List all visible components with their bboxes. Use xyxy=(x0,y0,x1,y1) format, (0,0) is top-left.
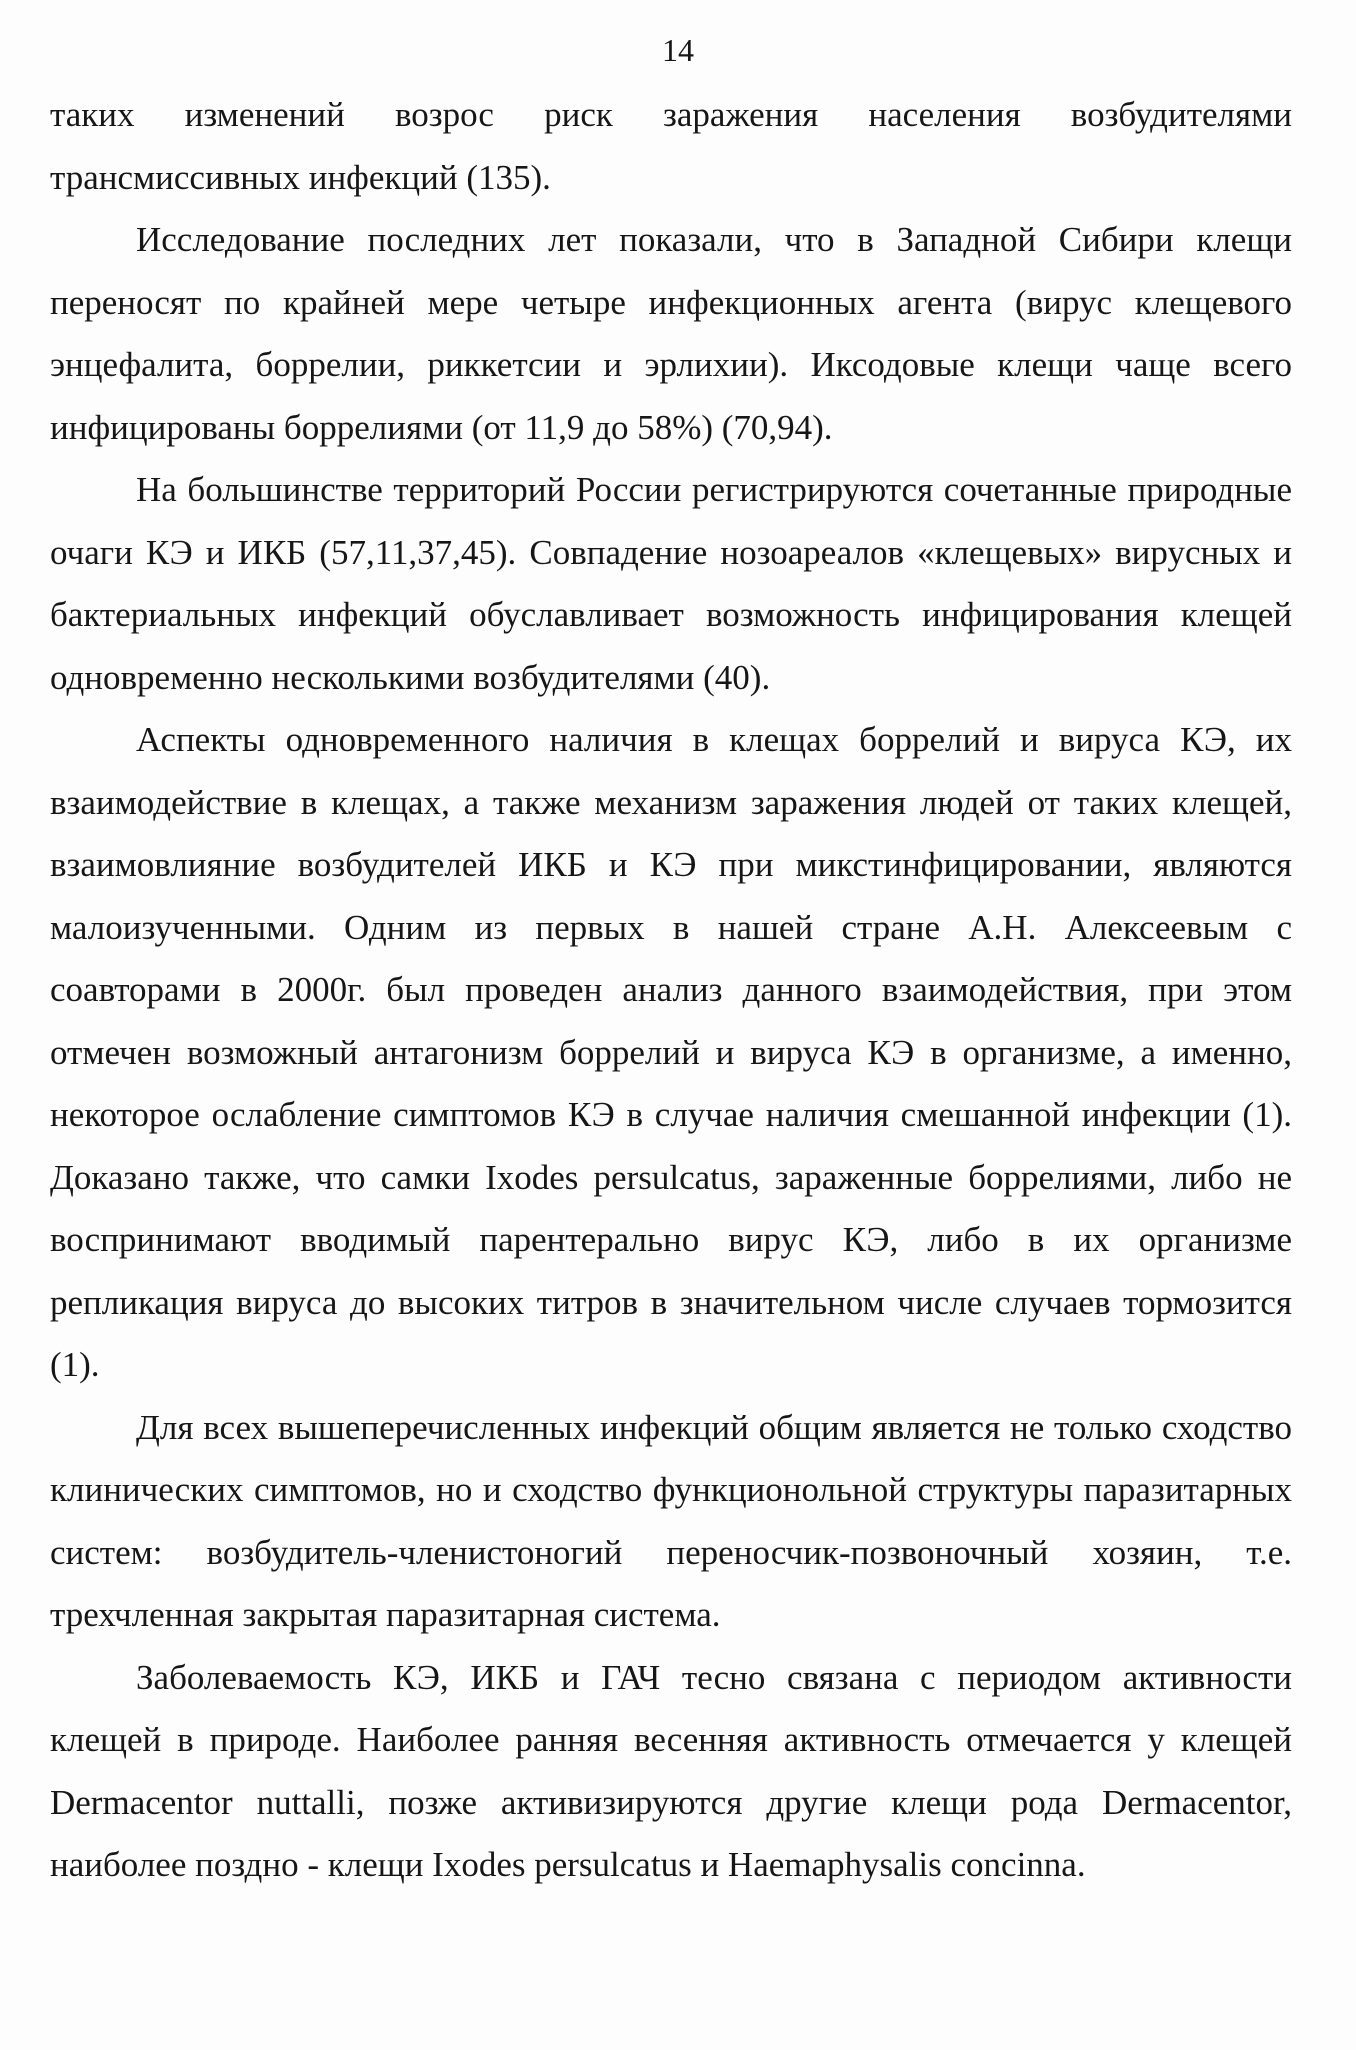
paragraph-seasonal-activity: Заболеваемость КЭ, ИКБ и ГАЧ тесно связана с периодом активности клещей в природе. Наиболее ранняя весенняя активность отмечается у клещей Dermacentor nuttalli, позже активизируются другие клещи рода Dermacentor, наиболее поздно - клещи Ixodes persulcatus и Haemaphysalis concinna. xyxy=(50,1657,1292,1884)
paragraph-siberia-ticks: Исследование последних лет показали, что в Западной Сибири клещи переносят по крайней мере четыре инфекционных агента (вирус клещевого энцефалита, боррелии, риккетсии и эрлихии). Иксодовые клещи чаще всего инфицированы боррелиями (от 11,9 до 58%) (70,94). xyxy=(50,220,1292,447)
page-number: 14 xyxy=(662,32,694,68)
body-text xyxy=(50,84,1292,1897)
paragraph-coinfection-aspects: Аспекты одновременного наличия в клещах боррелий и вируса КЭ, их взаимодействие в клещах, а также механизм заражения людей от таких клещей, взаимовлияние возбудителей ИКБ и КЭ при микстинфицировании, являются малоизученными. Одним из первых в нашей стране А.Н. Алексеевым с соавторами в 2000г. был проведен анализ данного взаимодействия, при этом отмечен возможный антагонизм боррелий и вируса КЭ в организме, а именно, некоторое ослабление симптомов КЭ в случае наличия смешанной инфекции (1). Доказано также, что самки Ixodes persulcatus, зараженные боррелиями, либо не воспринимают вводимый парентерально вирус КЭ, либо в их организме репликация вируса до высоких титров в значительном числе случаев тормозится (1). xyxy=(50,720,1292,1384)
paragraph-parasitic-systems: Для всех вышеперечисленных инфекций общим является не только сходство клинических симптомов, но и сходство функционольной структуры паразитарных систем: возбудитель-членистоногий переносчик-позвоночный хозяин, т.е. трехчленная закрытая паразитарная система. xyxy=(50,1407,1292,1634)
paragraph-combined-foci: На большинстве территорий России регистрируются сочетанные природные очаги КЭ и ИКБ (57,11,37,45). Совпадение нозоареалов «клещевых» вирусных и бактериальных инфекций обуславливает возможность инфицирования клещей одновременно несколькими возбудителями (40). xyxy=(50,470,1292,697)
paragraph-continuation: таких изменений возрос риск заражения населения возбудителями трансмиссивных инфекций (135). xyxy=(50,95,1292,197)
